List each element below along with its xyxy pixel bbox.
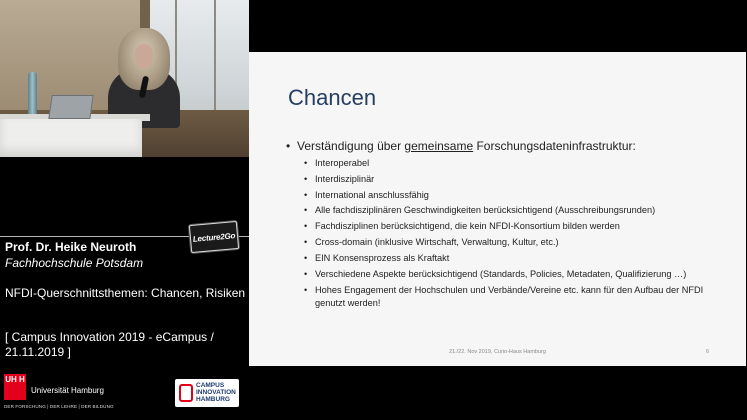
sub-bullet-item: • Interoperabel <box>304 156 734 172</box>
campus-logo-line: INNOVATION <box>196 389 236 396</box>
slide-page-number: 6 <box>706 349 710 355</box>
campus-innovation-logo[interactable] <box>175 379 239 407</box>
sub-bullet-item: • Hohes Engagement der Hochschulen und Verbände/Vereine etc. kann für den Aufbau der NFDI genutzt werden! <box>304 284 734 309</box>
campus-logo-mark <box>179 384 193 402</box>
speaker-institution: Fachhochschule Potsdam <box>5 256 144 270</box>
sub-bullet-item: • Alle fachdisziplinären Geschwindigkeiten berücksichtigend (Ausschreibungsrunden) <box>304 203 734 219</box>
sub-bullet-item: • Interdisziplinär <box>304 172 734 188</box>
lectern <box>0 119 142 157</box>
speaker-video[interactable] <box>0 0 249 157</box>
uhh-name: Universität Hamburg <box>31 386 104 395</box>
talk-title: NFDI-Querschnittsthemen: Chancen, Risiken <box>5 286 246 300</box>
uhh-logo-mark: UH H <box>4 374 26 400</box>
main-bullet-emphasis: gemeinsame <box>404 139 474 153</box>
speaker-name: Prof. Dr. Heike Neuroth <box>5 240 137 254</box>
sub-bullet-item: • Fachdisziplinen berücksichtigend, die kein NFDI-Konsortium bilden werden <box>304 219 734 235</box>
slide-footer: 21./22. Nov 2019, Curio-Haus Hamburg <box>449 349 546 355</box>
bullet-icon: • <box>286 139 291 153</box>
slide-sub-bullets <box>304 156 734 309</box>
water-bottle <box>28 72 37 116</box>
campus-logo-line: CAMPUS <box>196 382 225 389</box>
main-bullet-text: Forschungsdateninfrastruktur: <box>473 139 636 153</box>
sub-bullet-item: • Verschiedene Aspekte berücksichtigend (Standards, Policies, Metadaten, Qualifizierung …) <box>304 267 734 283</box>
speaker-face <box>135 44 153 68</box>
uhh-tagline: DER FORSCHUNG | DER LEHRE | DER BILDUNG <box>4 404 114 409</box>
uhh-logo[interactable] <box>4 374 112 414</box>
main-bullet-text: Verständigung über <box>297 139 405 153</box>
lecture2go-logo[interactable] <box>189 221 239 253</box>
event-info: [ Campus Innovation 2019 - eCampus / 21.11.2019 ] <box>5 330 214 359</box>
laptop <box>48 95 93 119</box>
slide-title: Chancen <box>288 85 377 110</box>
lecture2go-label: Lecture2Go <box>192 230 236 244</box>
slide-main-bullet <box>286 139 636 153</box>
campus-logo-line: HAMBURG <box>196 396 230 403</box>
presentation-slide[interactable] <box>249 52 746 366</box>
campus-logo-text <box>196 382 236 403</box>
sub-bullet-item: • Cross-domain (inklusive Wirtschaft, Verwaltung, Kultur, etc.) <box>304 235 734 251</box>
sub-bullet-item: • International anschlussfähig <box>304 188 734 204</box>
sub-bullet-item: • EIN Konsensprozess als Kraftakt <box>304 251 734 267</box>
